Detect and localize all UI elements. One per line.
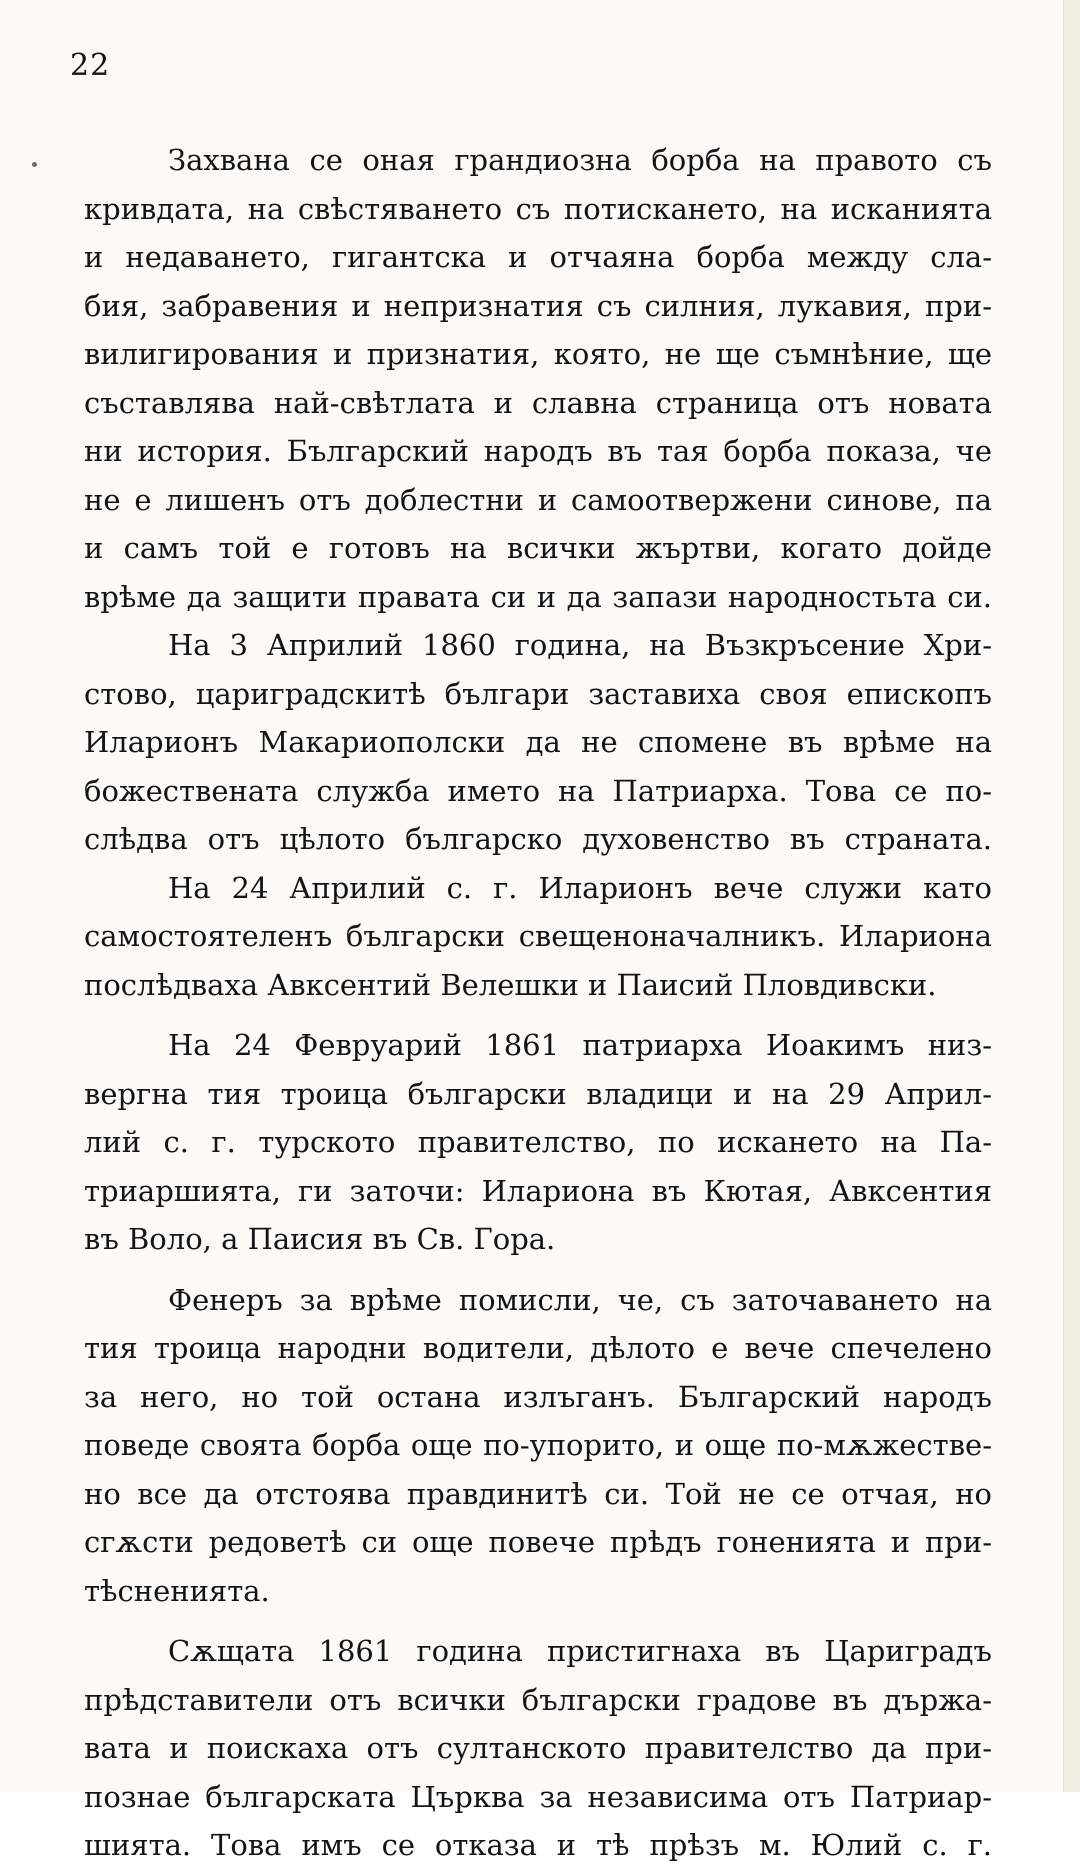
text-line: не е лишенъ отъ доблестни и самоотвержени синове, па — [84, 482, 992, 517]
text-line: триаршията, ги заточи: Илариона въ Кютая, Авксентия — [84, 1173, 992, 1208]
text-line: ни история. Българский народъ въ тая борба показа, че — [84, 434, 992, 468]
paragraph-3 — [84, 864, 992, 1010]
text-line: Фенеръ за врѣме помисли, че, съ заточаването на — [168, 1282, 992, 1317]
text-line: тия троица народни водители, дѣлото е вече спечелено — [84, 1331, 992, 1365]
text-line: вергна тия троица български владици и на 29 Април- — [84, 1076, 992, 1111]
text-line: стово, цариградскитѣ българи заставиха своя епископъ — [84, 676, 992, 711]
text-line: и недаването, гигантска и отчаяна борба между сла- — [84, 240, 992, 274]
text-line: Захвана се оная грандиозна борба на правото съ — [168, 143, 992, 177]
paragraph-4 — [84, 1021, 992, 1264]
text-line: божествената служба името на Патриарха. Това се по- — [84, 773, 992, 808]
print-speck — [32, 162, 37, 167]
text-line: На 24 Априлий с. г. Иларионъ вече служи като — [168, 870, 992, 905]
page-edge-shadow — [1063, 0, 1080, 1792]
text-line: вилигирования и признатия, която, не ще съмнѣние, ще — [84, 337, 992, 371]
text-line: въ Воло, а Паисия въ Св. Гора. — [84, 1222, 556, 1256]
text-line: и самъ той е готовъ на всички жъртви, когато дойде — [84, 531, 992, 565]
paragraph-2 — [84, 621, 992, 864]
text-line: слѣдва отъ цѣлото българско духовенство въ страната. — [84, 822, 992, 856]
paragraph-1 — [84, 136, 992, 621]
text-line: тѣсненията. — [84, 1573, 270, 1608]
text-line: шията. Това имъ се отказа и тѣ прѣзъ м. Юлий с. г. — [84, 1828, 992, 1862]
text-line: Иларионъ Макариополски да не спомене въ врѣме на — [84, 725, 992, 759]
text-line: прѣдставители отъ всички български градове въ държа- — [84, 1682, 992, 1717]
text-line: Сѫщата 1861 година пристигнаха въ Цариградъ — [168, 1634, 992, 1668]
text-line: съставлява най-свѣтлата и славна страница отъ новата — [84, 385, 992, 420]
paragraph-6 — [84, 1627, 992, 1870]
text-line: вата и поискаха отъ султанското правителство да при- — [84, 1731, 992, 1765]
text-line: сгѫсти редоветѣ си още повече прѣдъ гоненията и при- — [84, 1525, 992, 1559]
text-line: но все да отстоява правдинитѣ си. Той не се отчая, но — [84, 1476, 992, 1511]
text-line: кривдата, на свѣстяването съ потискането, на исканията — [84, 191, 992, 226]
page-number: 22 — [70, 48, 111, 83]
text-line: поведе своята борба още по-упорито, и още по-мѫжестве- — [84, 1428, 992, 1462]
text-line: лий с. г. турското правителство, по искането на Па- — [84, 1125, 992, 1159]
text-line: самостоятеленъ български свещеноначалникъ. Илариона — [84, 919, 992, 953]
text-line: На 3 Априлий 1860 година, на Възкръсение Хри- — [168, 628, 992, 662]
text-line: врѣме да защити правата си и да запази народностьта си. — [84, 579, 992, 614]
text-line: послѣдваха Авксентий Велешки и Паисий Пловдивски. — [84, 967, 937, 1002]
text-line: На 24 Февруарий 1861 патриарха Иоакимъ низ- — [168, 1028, 992, 1062]
text-line: познае българската Църква за независима отъ Патриар- — [84, 1779, 992, 1814]
text-line: бия, забравения и непризнатия съ силния, лукавия, при- — [84, 288, 992, 323]
body-text — [84, 136, 992, 1870]
paragraph-5 — [84, 1276, 992, 1616]
text-line: за него, но той остана излъганъ. Българский народъ — [84, 1379, 992, 1414]
